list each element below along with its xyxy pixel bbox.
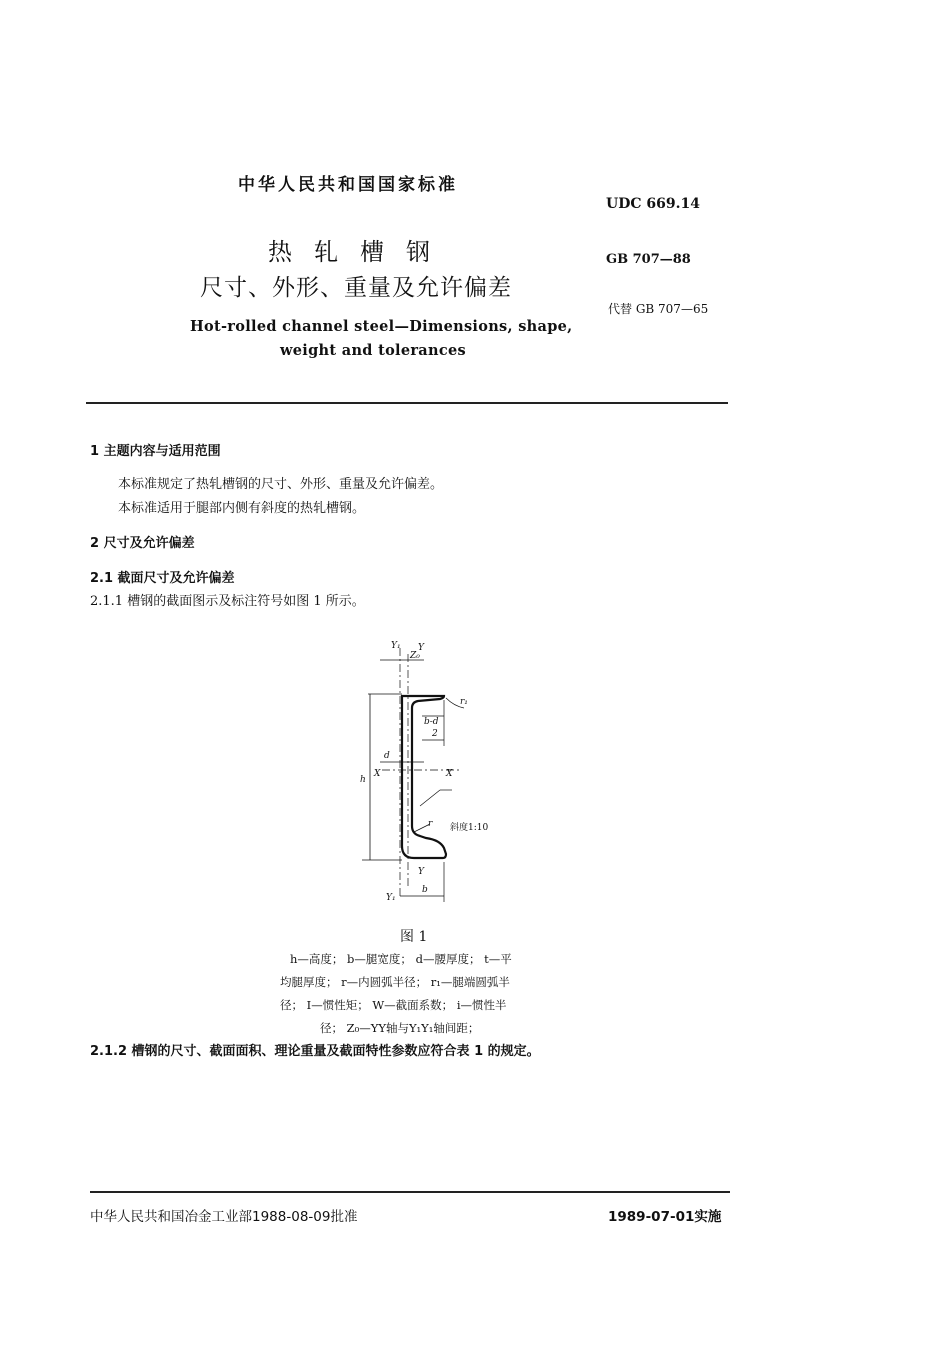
figure-legend [280, 948, 580, 1040]
standard-title: 中华人民共和国国家标准 [238, 175, 458, 195]
section-2-1-1-text: 2.1.1 槽钢的截面图示及标注符号如图 1 所示。 [90, 594, 365, 609]
label-d: d [384, 751, 390, 761]
label-x-left: X [374, 769, 381, 779]
legend-line-2: 均腿厚度； r—内圆弧半径； r₁—腿端圆弧半 [280, 975, 510, 989]
document-subtitle: 尺寸、外形、重量及允许偏差 [200, 275, 512, 301]
label-y-bottom: Y [418, 867, 424, 877]
label-y1-bottom: Y₁ [386, 893, 396, 903]
label-b-minus-d: b-d [424, 717, 439, 727]
label-r1: r₁ [460, 697, 468, 707]
label-z0: Z₀ [410, 651, 420, 661]
label-slope: 斜度1:10 [450, 823, 489, 833]
implementation-date: 1989-07-01实施 [608, 1209, 722, 1225]
label-b: b [422, 885, 428, 895]
gb-number: GB 707—88 [606, 252, 691, 267]
english-title-line1: Hot-rolled channel steel—Dimensions, shape, [190, 318, 573, 335]
label-x-right: X [446, 769, 453, 779]
figure-caption: 图 1 [400, 929, 428, 945]
english-title-line2: weight and tolerances [280, 342, 466, 359]
legend-line-3: 径； I—惯性矩； W—截面系数； i—惯性半 [280, 998, 507, 1012]
udc-number: UDC 669.14 [606, 196, 700, 212]
label-two: 2 [432, 729, 438, 739]
label-y-top: Y [418, 643, 424, 653]
label-h: h [360, 775, 366, 785]
section-1-heading: 1 主题内容与适用范围 [90, 444, 221, 459]
section-2-1-heading: 2.1 截面尺寸及允许偏差 [90, 571, 235, 586]
label-r: r [428, 819, 433, 829]
legend-line-1: h—高度； b—腿宽度； d—腰厚度； t—平 [290, 952, 512, 966]
approval-line: 中华人民共和国冶金工业部1988-08-09批准 [90, 1209, 358, 1225]
header-divider [86, 402, 728, 404]
footer-divider [90, 1191, 730, 1193]
section-2-heading: 2 尺寸及允许偏差 [90, 536, 195, 551]
replaces-standard: 代替 GB 707—65 [608, 302, 709, 316]
label-y1-top: Y₁ [391, 641, 401, 651]
document-title: 热轧槽钢 [268, 238, 452, 266]
section-1-paragraph-2: 本标准适用于腿部内侧有斜度的热轧槽钢。 [118, 501, 366, 516]
legend-line-4: 径； Z₀—YY轴与Y₁Y₁轴间距； [320, 1021, 480, 1035]
channel-section-figure [340, 636, 520, 906]
section-2-1-2-text: 2.1.2 槽钢的尺寸、截面面积、理论重量及截面特性参数应符合表 1 的规定。 [90, 1044, 540, 1059]
section-1-paragraph-1: 本标准规定了热轧槽钢的尺寸、外形、重量及允许偏差。 [118, 477, 444, 492]
